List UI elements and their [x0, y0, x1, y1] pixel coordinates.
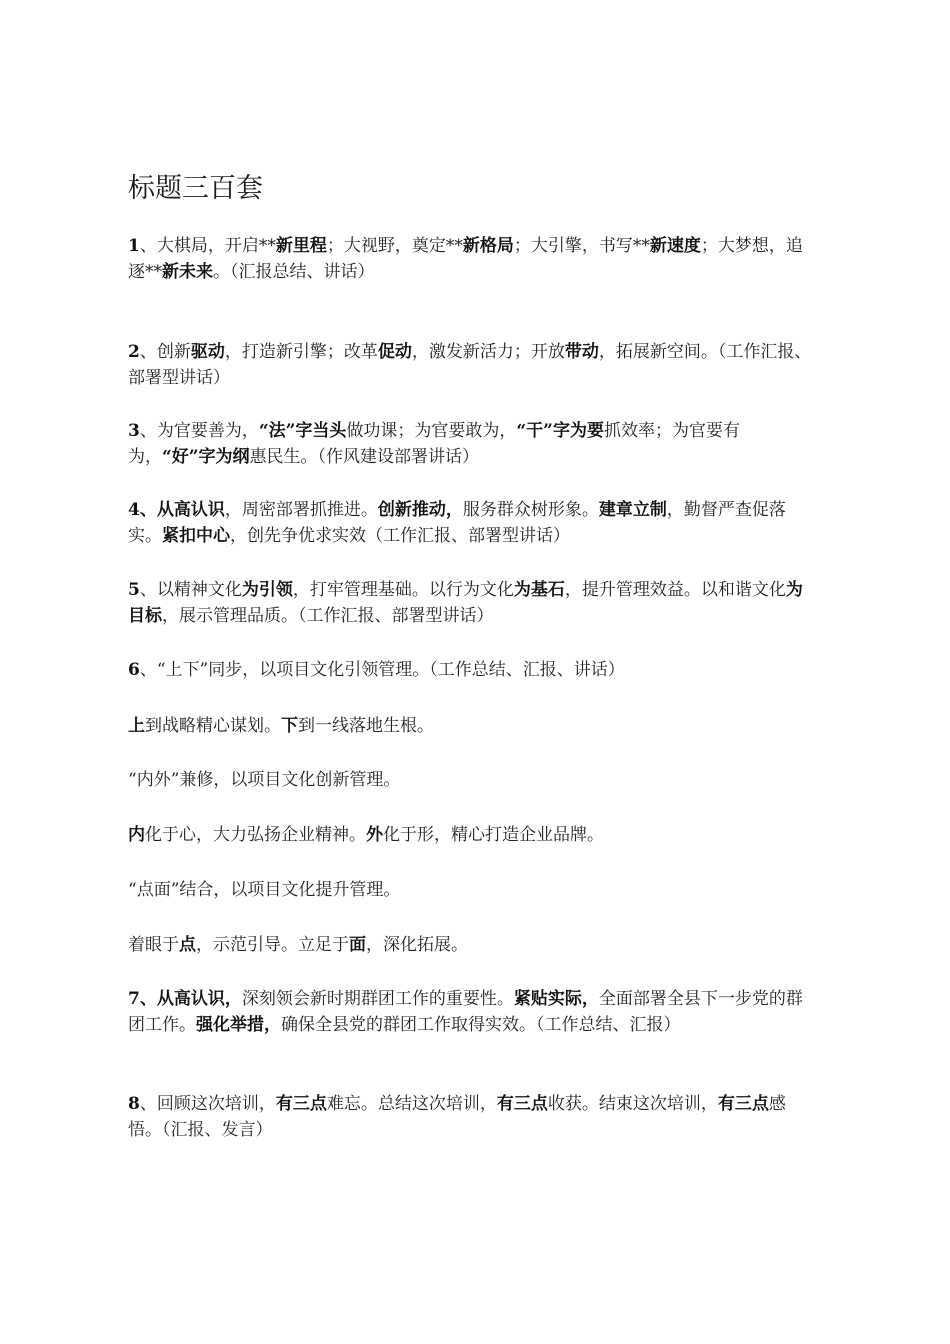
paragraph-8 — [128, 1091, 818, 1143]
text-run: 确保全县党的群团工作取得实效。（工作总结、汇报） — [281, 1015, 681, 1035]
text-run: ，创先争优求实效（工作汇报、部署型讲话） — [230, 526, 570, 546]
bold-text-run: 紧贴实际， — [513, 989, 599, 1009]
text-run: 到一线落地生根。 — [298, 716, 434, 736]
bold-text-run: 1 — [128, 236, 140, 256]
bold-text-run: 促动 — [377, 342, 412, 362]
paragraph-3 — [128, 418, 818, 470]
bold-text-run: 为目标 — [128, 580, 803, 626]
paragraph-6-line-1 — [128, 713, 818, 739]
bold-text-run: 上 — [128, 716, 145, 736]
paragraph-6-line-5 — [128, 932, 818, 958]
text-run: 化于心，大力弘扬企业精神。 — [145, 825, 366, 845]
paragraph-6 — [128, 657, 818, 683]
text-run: ，打牢管理基础。以行为文化 — [292, 580, 514, 600]
paragraph-6-line-4 — [128, 877, 818, 903]
bold-text-run: 驱动 — [190, 342, 225, 362]
text-run: 、创新 — [139, 342, 191, 362]
text-run: “点面”结合，以项目文化提升管理。 — [128, 880, 401, 900]
text-run: 、回顾这次培训， — [139, 1094, 276, 1114]
text-run: ；大梦想，追逐** — [128, 236, 803, 282]
paragraph-6-line-3 — [128, 822, 818, 848]
bold-text-run: 7、从高认识， — [128, 989, 242, 1009]
text-run: 到战略精心谋划。 — [145, 716, 281, 736]
paragraph-7 — [128, 986, 818, 1038]
bold-text-run: 8 — [128, 1094, 140, 1114]
bold-text-run: 内 — [128, 825, 145, 845]
bold-text-run: 外 — [366, 825, 383, 845]
text-run: 难忘。总结这次培训， — [326, 1094, 497, 1114]
text-run: 、为官要善为， — [139, 421, 259, 441]
bold-text-run: 有三点 — [275, 1094, 327, 1114]
text-run: 收获。结束这次培训， — [547, 1094, 718, 1114]
bold-text-run: 5 — [128, 580, 140, 600]
text-run: 。（汇报总结、讲话） — [213, 262, 375, 282]
bold-text-run: 紧扣中心 — [162, 526, 230, 546]
paragraph-4 — [128, 497, 818, 549]
bold-text-run: “干”字为要 — [516, 421, 604, 441]
bold-text-run: 新里程 — [275, 236, 327, 256]
text-run: 深刻领会新时期群团工作的重要性。 — [241, 989, 514, 1009]
document-title: 标题三百套 — [128, 173, 263, 204]
paragraph-1 — [128, 233, 818, 285]
bold-text-run: 创新推动， — [377, 500, 463, 520]
text-run: ，示范引导。立足于 — [196, 935, 349, 955]
bold-text-run: 新格局 — [462, 236, 514, 256]
text-run: ；大引擎，书写** — [513, 236, 650, 256]
text-run: 做功课；为官要敢为， — [346, 421, 517, 441]
bold-text-run: 下 — [281, 716, 298, 736]
bold-text-run: 为引领 — [241, 580, 293, 600]
text-run: ，激发新活力；开放 — [411, 342, 565, 362]
bold-text-run: 新速度 — [649, 236, 701, 256]
paragraph-2 — [128, 339, 818, 391]
paragraph-5 — [128, 577, 818, 629]
bold-text-run: 强化举措， — [196, 1015, 281, 1035]
text-run: 、“上下”同步，以项目文化引领管理。（工作总结、汇报、讲话） — [139, 660, 625, 680]
text-run: 惠民生。（作风建设部署讲话） — [249, 447, 480, 467]
bold-text-run: 新未来 — [162, 262, 213, 282]
bold-text-run: 6 — [128, 660, 140, 680]
text-run: ，勤督严查促落实。 — [128, 500, 786, 546]
text-run: ，深化拓展。 — [366, 935, 468, 955]
bold-text-run: 4、从高认识 — [128, 500, 225, 520]
bold-text-run: 有三点 — [496, 1094, 548, 1114]
text-run: “内外”兼修，以项目文化创新管理。 — [128, 770, 401, 790]
bold-text-run: 点 — [179, 935, 196, 955]
text-run: 化于形，精心打造企业品牌。 — [383, 825, 604, 845]
bold-text-run: “好”字为纲 — [162, 447, 250, 467]
bold-text-run: 建章立制 — [598, 500, 667, 520]
text-run: 、以精神文化 — [139, 580, 242, 600]
text-run: ，提升管理效益。以和谐文化 — [564, 580, 786, 600]
bold-text-run: 为基石 — [513, 580, 565, 600]
bold-text-run: 面 — [349, 935, 366, 955]
bold-text-run: 带动 — [564, 342, 599, 362]
text-run: ，展示管理品质。（工作汇报、部署型讲话） — [162, 606, 494, 626]
text-run: ，拓展新空间。（工作汇报、部署型讲话） — [128, 342, 812, 388]
text-run: ，打造新引擎；改革 — [224, 342, 378, 362]
text-run: 感悟。（汇报、发言） — [128, 1094, 786, 1140]
bold-text-run: 2 — [128, 342, 140, 362]
text-run: ，周密部署抓推进。 — [224, 500, 378, 520]
bold-text-run: 3 — [128, 421, 140, 441]
text-run: 抓效率；为官要有为， — [128, 421, 740, 467]
text-run: 、大棋局，开启** — [139, 236, 276, 256]
paragraph-6-line-2 — [128, 767, 818, 793]
text-run: ；大视野，奠定** — [326, 236, 463, 256]
bold-text-run: “法”字当头 — [258, 421, 347, 441]
bold-text-run: 有三点 — [717, 1094, 769, 1114]
text-run: 全面部署全县下一步党的群团工作。 — [128, 989, 803, 1035]
text-run: 着眼于 — [128, 935, 179, 955]
text-run: 服务群众树形象。 — [462, 500, 599, 520]
